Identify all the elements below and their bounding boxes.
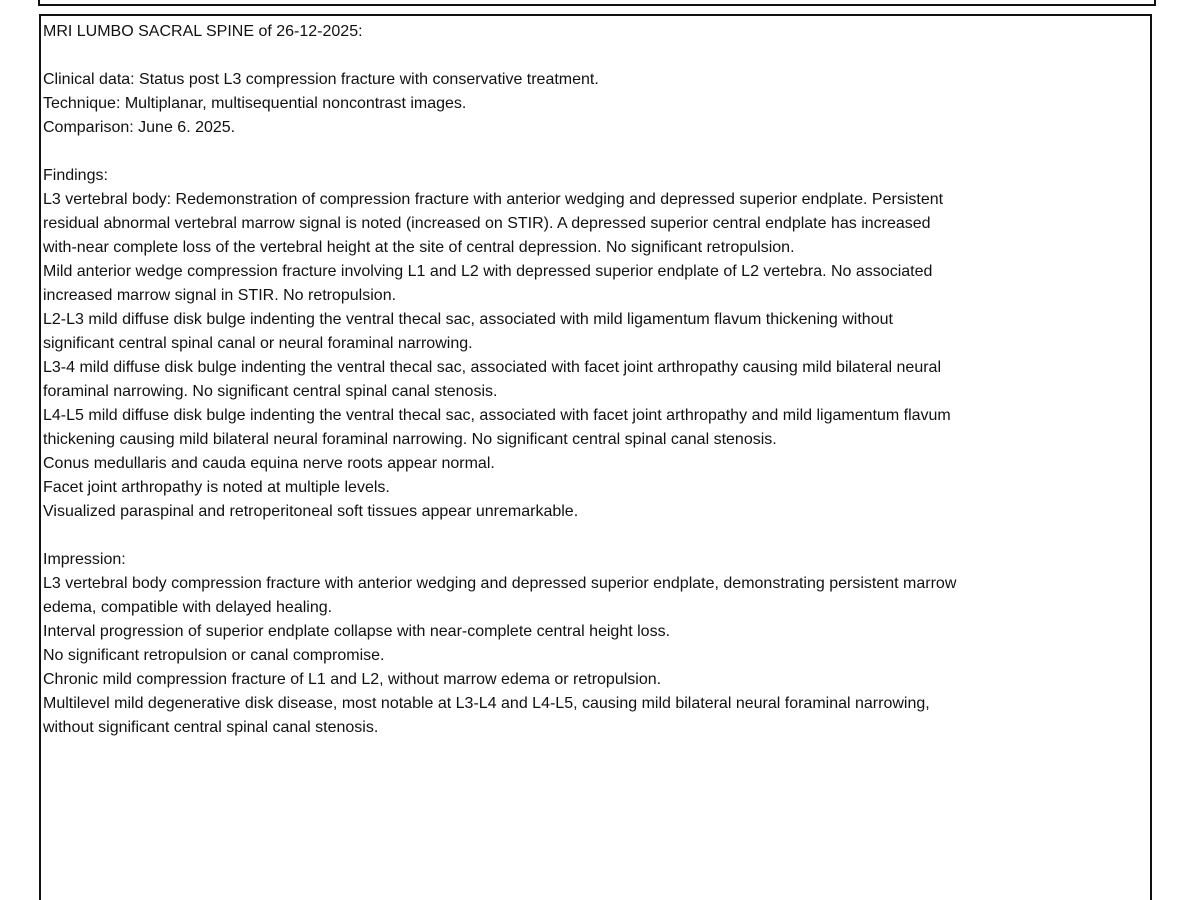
findings-line: foraminal narrowing. No significant central spinal canal stenosis. — [43, 383, 498, 400]
spacer — [43, 140, 1143, 164]
findings-line: Facet joint arthropathy is noted at multiple levels. — [43, 479, 390, 496]
findings-line: increased marrow signal in STIR. No retropulsion. — [43, 287, 397, 304]
impression-line: Multilevel mild degenerative disk disease, most notable at L3-L4 and L4-L5, causing mild bilateral neural foraminal narrowing, — [43, 695, 930, 712]
impression-line: Interval progression of superior endplate collapse with near-complete central height loss. — [43, 623, 671, 640]
technique: Technique: Multiplanar, multisequential noncontrast images. — [43, 95, 467, 112]
impression-line: L3 vertebral body compression fracture with anterior wedging and depressed superior endplate, demonstrating persistent marrow — [43, 575, 957, 592]
impression-line: edema, compatible with delayed healing. — [43, 599, 333, 616]
previous-section-frame — [38, 0, 1156, 6]
findings-line: Visualized paraspinal and retroperitoneal soft tissues appear unremarkable. — [43, 503, 579, 520]
findings-line: residual abnormal vertebral marrow signal is noted (increased on STIR). A depressed superior central endplate has increased — [43, 215, 931, 232]
findings-heading: Findings: — [43, 167, 108, 184]
spacer — [43, 44, 1143, 68]
impression-line: without significant central spinal canal stenosis. — [43, 719, 379, 736]
findings-line: L3-4 mild diffuse disk bulge indenting the ventral thecal sac, associated with facet joint arthropathy causing mild bilateral neural — [43, 359, 941, 376]
findings-line: thickening causing mild bilateral neural foraminal narrowing. No significant central spinal canal stenosis. — [43, 431, 777, 448]
comparison: Comparison: June 6. 2025. — [43, 119, 236, 136]
findings-line: Conus medullaris and cauda equina nerve roots appear normal. — [43, 455, 495, 472]
findings-line: with-near complete loss of the vertebral height at the site of central depression. No significant retropulsion. — [43, 239, 795, 256]
report-text — [43, 20, 1143, 740]
impression-heading: Impression: — [43, 551, 126, 568]
impression-line: Chronic mild compression fracture of L1 and L2, without marrow edema or retropulsion. — [43, 671, 662, 688]
findings-line: Mild anterior wedge compression fracture involving L1 and L2 with depressed superior endplate of L2 vertebra. No associated — [43, 263, 933, 280]
findings-line: L3 vertebral body: Redemonstration of compression fracture with anterior wedging and depressed superior endplate. Persistent — [43, 191, 944, 208]
findings-line: significant central spinal canal or neural foraminal narrowing. — [43, 335, 473, 352]
impression-line: No significant retropulsion or canal compromise. — [43, 647, 385, 664]
findings-line: L2-L3 mild diffuse disk bulge indenting the ventral thecal sac, associated with mild ligamentum flavum thickening without — [43, 311, 893, 328]
findings-line: L4-L5 mild diffuse disk bulge indenting the ventral thecal sac, associated with facet joint arthropathy and mild ligamentum flavum — [43, 407, 951, 424]
clinical-data: Clinical data: Status post L3 compression fracture with conservative treatment. — [43, 71, 599, 88]
spacer — [43, 524, 1143, 548]
report-title: MRI LUMBO SACRAL SPINE of 26-12-2025: — [43, 23, 363, 40]
